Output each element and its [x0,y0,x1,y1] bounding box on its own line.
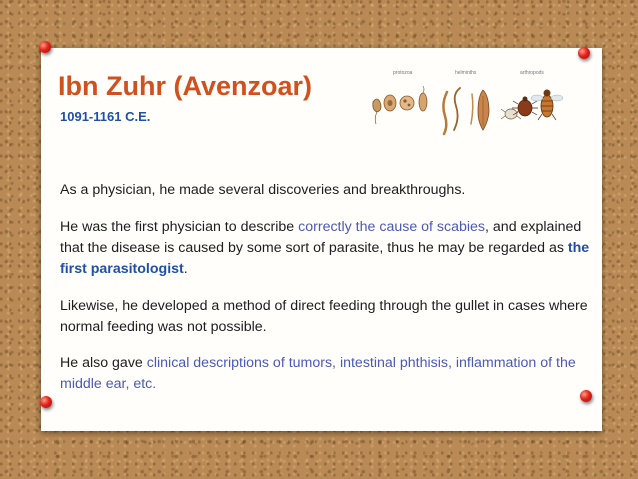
paragraph-feeding: Likewise, he developed a method of direct feeding through the gullet in cases where normal feeding was not possible. [60,298,588,335]
p2-text-middle: , and explained that the disease is caused by some sort of parasite, thus he may be regarded as [60,219,582,256]
illus-label-helminths: helminths [455,70,477,76]
pushpin-top-left-icon [39,41,51,53]
slide-title: Ibn Zuhr (Avenzoar) [58,71,312,101]
p2-text-after: . [183,261,188,277]
illus-label-arthropods: arthropods [520,70,544,76]
illus-label-protozoa: protozoa [393,70,413,76]
paragraph-scabies [60,217,590,280]
paragraph-discoveries: As a physician, he made several discoveries and breakthroughs. [60,182,466,198]
helminths-icon [443,88,489,134]
pushpin-bottom-left-icon [40,396,52,408]
paragraph-clinical [60,353,590,395]
highlight-clinical-descriptions: clinical descriptions of tumors, intestinal phthisis, inflammation of the middle ear, etc. [60,355,576,392]
pushpin-top-right-icon [578,47,590,59]
highlight-scabies-cause: correctly the cause of scabies [298,219,486,235]
parasites-illustration [365,70,590,142]
arthropods-icon [501,90,563,121]
highlight-first-parasitologist: the first parasitologist [60,240,590,277]
p2-text-before: He was the first physician to describe [60,219,299,235]
slide-dates: 1091-1161 C.E. [60,109,151,124]
p4-text-before: He also gave [60,355,147,371]
protozoa-icon [373,86,427,124]
